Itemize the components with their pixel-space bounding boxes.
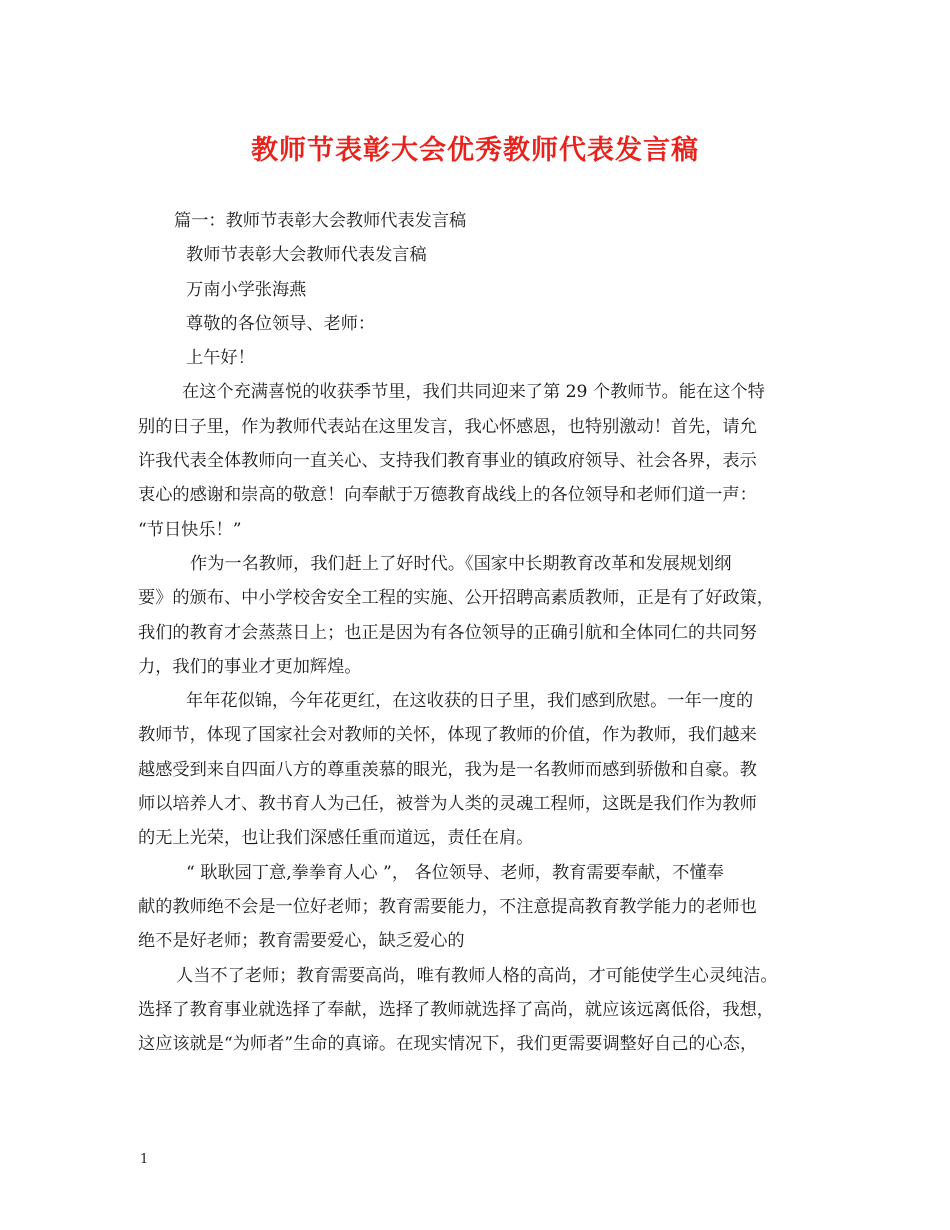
text-line: 教师节，体现了国家社会对教师的关怀，体现了教师的价值，作为教师，我们越来 bbox=[138, 725, 757, 746]
text-line: 万南小学张海燕 bbox=[186, 279, 307, 300]
text-line: 力，我们的事业才更加辉煌。 bbox=[138, 656, 362, 677]
text-line: 教师节表彰大会教师代表发言稿 bbox=[186, 245, 427, 266]
text-line: 年年花似锦，今年花更红，在这收获的日子里，我们感到欣慰。一年一度的 bbox=[186, 691, 754, 712]
text-line: 篇一：教师节表彰大会教师代表发言稿 bbox=[174, 211, 467, 231]
text-line: 的无上光荣，也让我们深感任重而道远，责任在肩。 bbox=[138, 828, 534, 849]
text-line: 师以培养人才、教书育人为己任，被誉为人类的灵魂工程师，这既是我们作为教师 bbox=[138, 794, 757, 815]
text-line: 献的教师绝不会是一位好老师；教育需要能力，不注意提高教育教学能力的老师也 bbox=[138, 896, 757, 917]
text-line: 绝不是好老师；教育需要爱心，缺乏爱心的 bbox=[138, 931, 465, 952]
document-body bbox=[138, 204, 814, 1061]
text-line: 这应该就是“为师者”生命的真谛。在现实情况下，我们更需要调整好自己的心态， bbox=[138, 1034, 758, 1055]
text-line: 衷心的感谢和崇高的敬意！向奉献于万德教育战线上的各位领导和老师们道一声： bbox=[138, 485, 757, 506]
text-line: 上午好！ bbox=[186, 348, 255, 369]
text-line: 别的日子里，作为教师代表站在这里发言，我心怀感恩，也特别激动！首先，请允 bbox=[138, 416, 757, 437]
text-line: “ 耿耿园丁意,拳拳育人心 ”， 各位领导、老师，教育需要奉献，不懂奉 bbox=[186, 862, 724, 883]
text-line: 选择了教育事业就选择了奉献，选择了教师就选择了高尚，就应该远离低俗，我想， bbox=[138, 999, 774, 1020]
text-line: 越感受到来自四面八方的尊重羡慕的眼光，我为是一名教师而感到骄傲和自豪。教 bbox=[138, 759, 757, 780]
text-line: 尊敬的各位领导、老师： bbox=[186, 313, 376, 334]
text-line: 要》的颁布、中小学校舍安全工程的实施、公开招聘高素质教师，正是有了好政策， bbox=[138, 588, 774, 609]
text-line: “节日快乐！” bbox=[138, 519, 242, 540]
page-number: 1 bbox=[140, 1152, 149, 1167]
text-line: 人当不了老师；教育需要高尚，唯有教师人格的高尚，才可能使学生心灵纯洁。 bbox=[176, 965, 778, 986]
document-title: 教师节表彰大会优秀教师代表发言稿 bbox=[251, 135, 699, 166]
text-line: 作为一名教师，我们赶上了好时代。《国家中长期教育改革和发展规划纲 bbox=[190, 553, 732, 574]
text-line: 在这个充满喜悦的收获季节里，我们共同迎来了第 29 个教师节。能在这个特 bbox=[182, 382, 765, 403]
text-line: 我们的教育才会蒸蒸日上；也正是因为有各位领导的正确引航和全体同仁的共同努 bbox=[138, 622, 757, 643]
text-line: 许我代表全体教师向一直关心、支持我们教育事业的镇政府领导、社会各界，表示 bbox=[138, 451, 757, 472]
